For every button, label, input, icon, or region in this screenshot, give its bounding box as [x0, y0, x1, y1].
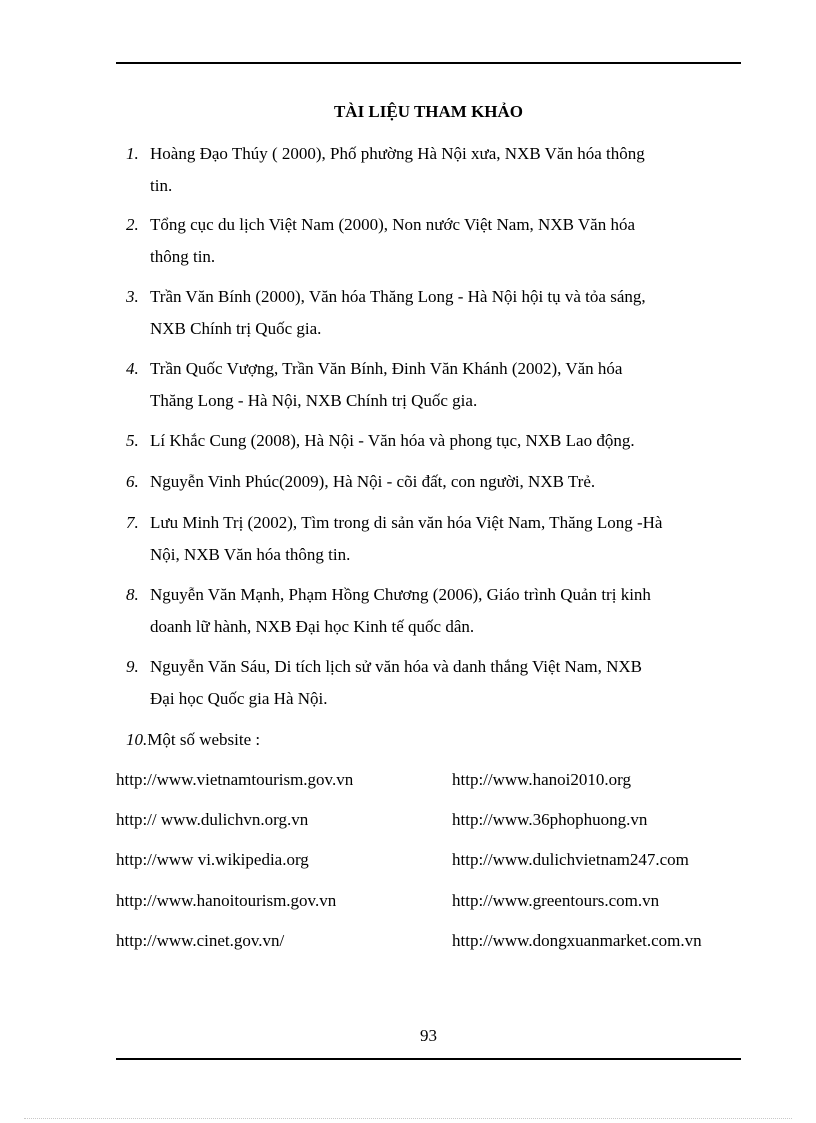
reference-item: [126, 466, 736, 498]
website-link[interactable]: http://www.cinet.gov.vn/: [116, 931, 285, 950]
reference-item: [126, 579, 736, 643]
website-link[interactable]: http://www.hanoitourism.gov.vn: [116, 891, 337, 910]
websites-heading: [126, 727, 260, 753]
reference-text: Lưu Minh Trị (2002), Tìm trong di sản văn hóa Việt Nam, Thăng Long -Hà: [150, 513, 663, 532]
reference-text-continued: tin.: [150, 176, 173, 195]
reference-item: [126, 425, 736, 457]
reference-number: 6.: [126, 472, 139, 491]
reference-text: Tổng cục du lịch Việt Nam (2000), Non nước Việt Nam, NXB Văn hóa: [150, 215, 635, 234]
reference-text-continued: NXB Chính trị Quốc gia.: [150, 319, 322, 338]
website-link[interactable]: http://www.36phophuong.vn: [452, 810, 648, 829]
reference-text-continued: Nội, NXB Văn hóa thông tin.: [150, 545, 351, 564]
reference-text: Nguyễn Văn Sáu, Di tích lịch sử văn hóa và danh thắng Việt Nam, NXB: [150, 657, 642, 676]
reference-text-continued: doanh lữ hành, NXB Đại học Kinh tế quốc dân.: [150, 617, 475, 636]
reference-item: [126, 138, 736, 202]
website-link[interactable]: http://www.dongxuanmarket.com.vn: [452, 931, 702, 950]
reference-number: 2.: [126, 215, 139, 234]
footer-rule: [116, 1058, 741, 1060]
reference-text: Lí Khắc Cung (2008), Hà Nội - Văn hóa và phong tục, NXB Lao động.: [150, 431, 635, 450]
reference-text: Trần Văn Bính (2000), Văn hóa Thăng Long - Hà Nội hội tụ và tỏa sáng,: [150, 287, 646, 306]
reference-text: Trần Quốc Vượng, Trần Văn Bính, Đinh Văn Khánh (2002), Văn hóa: [150, 359, 623, 378]
website-link[interactable]: http://www.vietnamtourism.gov.vn: [116, 770, 354, 789]
reference-number: 3.: [126, 287, 139, 306]
reference-text: Hoàng Đạo Thúy ( 2000), Phố phường Hà Nội xưa, NXB Văn hóa thông: [150, 144, 645, 163]
page-title: TÀI LIỆU THAM KHẢO: [333, 102, 524, 121]
reference-text-continued: Đại học Quốc gia Hà Nội.: [150, 689, 328, 708]
website-link[interactable]: http://www.dulichvietnam247.com: [452, 850, 689, 869]
website-link[interactable]: http:// www.dulichvn.org.vn: [116, 810, 309, 829]
page-edge-dotted-line: [24, 1118, 792, 1119]
reference-item: [126, 651, 736, 715]
reference-number: 7.: [126, 513, 139, 532]
reference-number: 10.: [126, 730, 148, 749]
websites-label: Một số website :: [147, 730, 261, 749]
reference-text: Nguyễn Vinh Phúc(2009), Hà Nội - cõi đất, con người, NXB Trẻ.: [150, 472, 596, 491]
reference-item: [126, 281, 736, 345]
reference-text: Nguyễn Văn Mạnh, Phạm Hồng Chương (2006), Giáo trình Quản trị kinh: [150, 585, 651, 604]
website-link[interactable]: http://www.greentours.com.vn: [452, 891, 660, 910]
reference-text-continued: Thăng Long - Hà Nội, NXB Chính trị Quốc gia.: [150, 391, 478, 410]
reference-item: [126, 507, 736, 571]
header-rule: [116, 62, 741, 64]
page-number: 93: [420, 1026, 437, 1045]
reference-item: [126, 353, 736, 417]
reference-item: [126, 209, 736, 273]
reference-number: 8.: [126, 585, 139, 604]
reference-number: 9.: [126, 657, 139, 676]
reference-number: 5.: [126, 431, 139, 450]
reference-number: 1.: [126, 144, 139, 163]
website-link[interactable]: http://www.hanoi2010.org: [452, 770, 631, 789]
reference-number: 4.: [126, 359, 139, 378]
reference-text-continued: thông tin.: [150, 247, 216, 266]
website-link[interactable]: http://www vi.wikipedia.org: [116, 850, 309, 869]
